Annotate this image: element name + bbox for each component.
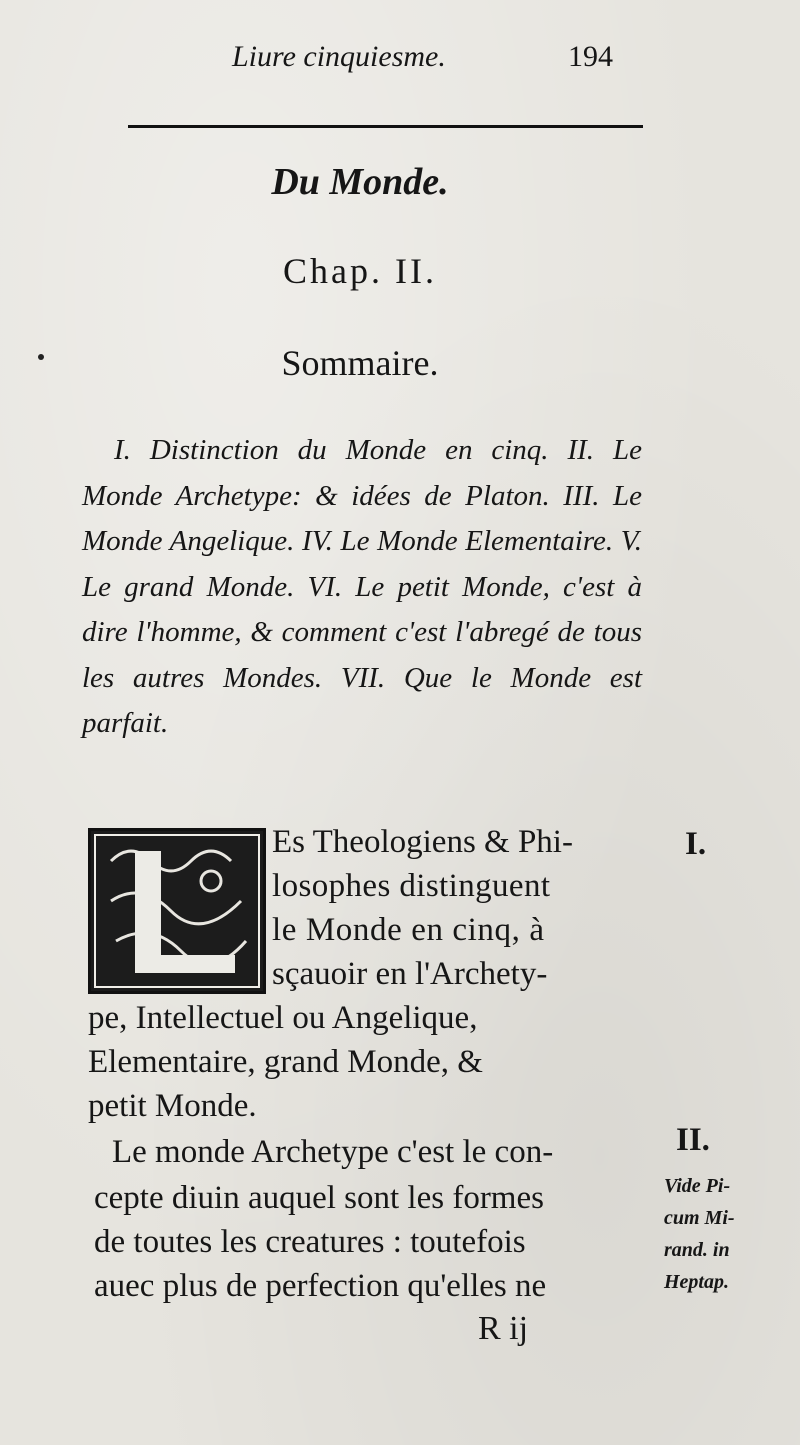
section-title: Du Monde.	[271, 161, 449, 203]
body-line: Elementaire, grand Monde, &	[88, 1044, 483, 1080]
margin-note-line: rand. in	[664, 1239, 730, 1261]
ornamental-drop-cap	[88, 828, 266, 994]
body-line: auec plus de perfection qu'elles ne	[94, 1268, 547, 1304]
body-line: sçauoir en l'Archety-	[272, 956, 548, 992]
body-line: le Monde en cinq, à	[272, 912, 545, 948]
summary-heading: Sommaire.	[281, 343, 439, 383]
page-number: 194	[568, 40, 613, 73]
margin-number: II.	[676, 1122, 710, 1158]
body-line: losophes distinguent	[272, 868, 551, 904]
running-title: Liure cinquiesme.	[232, 40, 446, 73]
chapter-summary: I. Distinction du Monde en cinq. II. Le Monde Archetype: & idées de Platon. III. Le Monde Angelique. IV. Le Monde Elementaire. V. Le grand Monde. VI. Le petit Monde, c'est à dire l'homme, & comment c'est l'abregé de tous les autres Mondes. VII. Que le Monde est parfait.	[82, 434, 642, 739]
margin-number: I.	[685, 826, 707, 862]
body-line: cepte diuin auquel sont les formes	[94, 1180, 544, 1216]
chapter-heading: Chap. II.	[283, 251, 437, 291]
body-line: Es Theologiens & Phi-	[272, 824, 573, 860]
margin-note-line: Heptap.	[664, 1271, 729, 1293]
body-line: de toutes les creatures : toutefois	[94, 1224, 526, 1260]
header-rule	[128, 125, 643, 128]
margin-note-line: cum Mi-	[664, 1207, 735, 1229]
margin-note-line: Vide Pi-	[664, 1175, 731, 1197]
body-line: pe, Intellectuel ou Angelique,	[88, 1000, 478, 1036]
body-line: petit Monde.	[88, 1088, 257, 1124]
body-line: Le monde Archetype c'est le con-	[112, 1134, 554, 1170]
margin-note	[664, 1170, 764, 1298]
signature-mark: R ij	[478, 1310, 529, 1347]
